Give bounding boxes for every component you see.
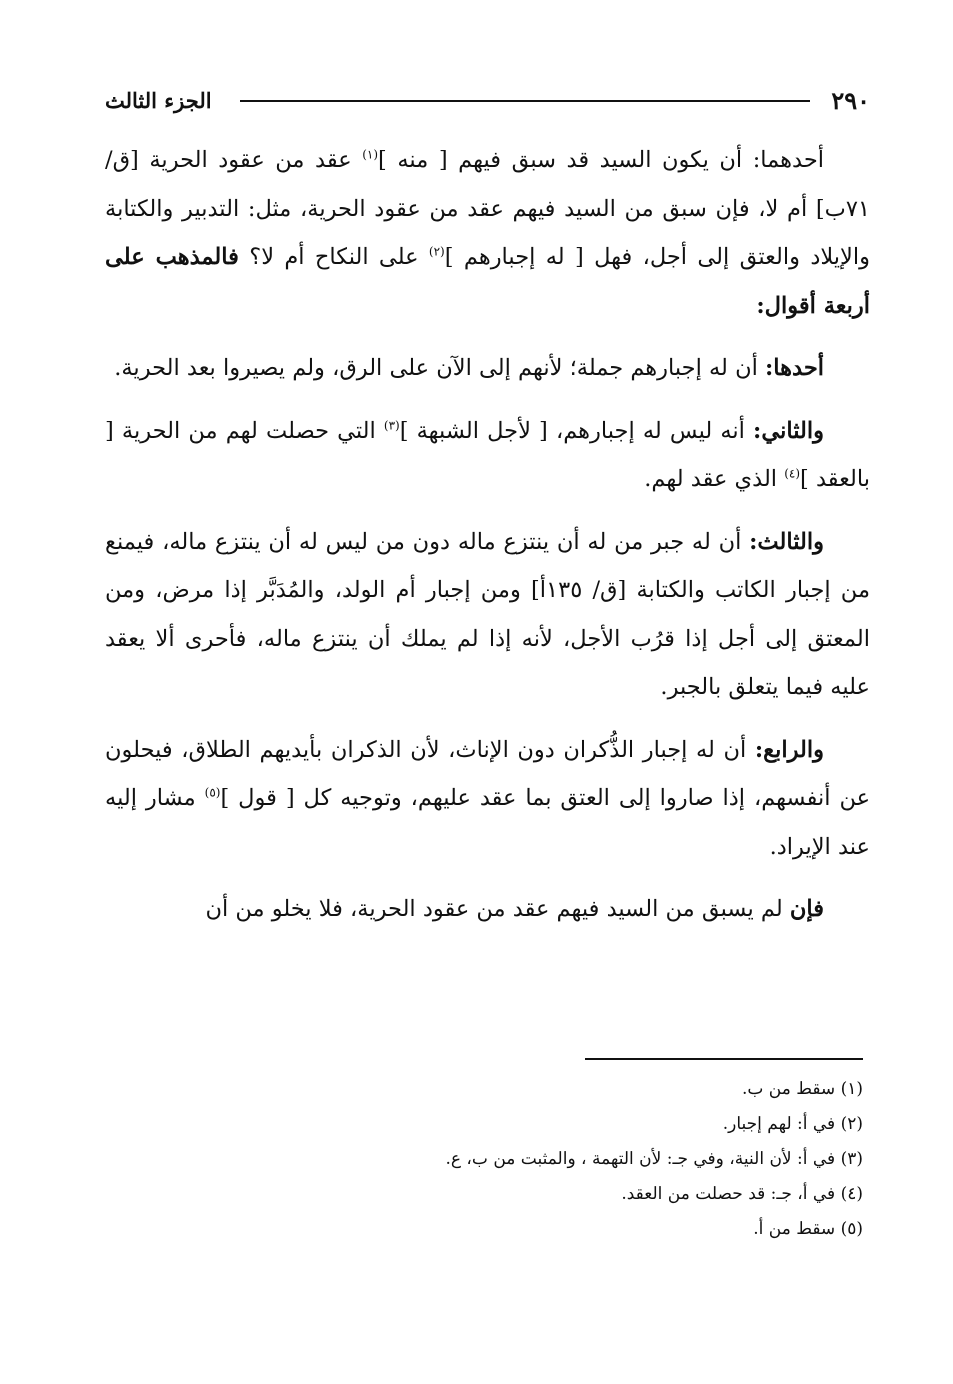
paragraph-1 (105, 136, 870, 330)
paragraph-4 (105, 518, 870, 712)
footnote-ref-4: (٤) (784, 466, 801, 481)
paragraph-2 (105, 344, 870, 393)
footnote-4: (٤) في أ، جـ: قد حصلت من العقد. (621, 1184, 863, 1204)
footnote-3: (٣) في أ: لأن النية، وفي جـ: لأن التهمة ، والمثبت من ب، ع. (445, 1149, 863, 1169)
running-title: الجزء الثالث (105, 88, 212, 113)
page-number: ٢٩٠ (831, 86, 870, 115)
paragraph-6 (105, 885, 870, 934)
text-run: مشار إليه عند الإيراد. (105, 785, 870, 860)
footnote-separator (585, 1058, 863, 1060)
text-run: على النكاح أم لا؟ (238, 244, 429, 270)
footnote-ref-5: (٥) (204, 785, 221, 800)
footnote-5: (٥) سقط من أ. (753, 1219, 863, 1239)
text-run: أن له إجبارهم جملة؛ لأنهم إلى الآن على الرق، ولم يصيروا بعد الحرية. (114, 355, 765, 381)
paragraph-lead: والثالث: (749, 528, 824, 555)
paragraph-lead: والرابع: (754, 736, 824, 763)
footnote-ref-3: (٣) (383, 418, 400, 432)
text-run: أن له جبر من له أن ينتزع ماله دون من ليس له أن ينتزع ماله، فيمنع من إجبار الكاتب والكتابة [ق/ ١٣٥أ] ومن إجبار أم الولد، والمُدَبَّر إذا مرض، ومن المعتق إلى أجل إذا قرُب الأجل، لأنه إذا لم يملك أن ينتزع ماله، فأحرى ألا يعقد عليه فيما يتعلق بالجبر. (105, 528, 870, 700)
page-header (105, 84, 870, 118)
footnote-ref-2: (٢) (428, 244, 445, 259)
text-run: أحدهما: أن يكون السيد قد سبق فيهم [ منه ] (378, 147, 824, 173)
header-rule (240, 100, 810, 102)
footnotes (105, 1072, 863, 1247)
paragraph-lead: والثاني: (753, 417, 824, 444)
text-run: أنه ليس له إجبارهم، [ لأجل الشبهة ] (399, 417, 754, 444)
text-run: التي حصلت لهم من الحرية [ بالعقد ] (105, 417, 870, 492)
paragraph-3 (105, 407, 870, 504)
paragraph-lead: أحدها: (765, 355, 824, 381)
footnote-1: (١) سقط من ب. (741, 1079, 863, 1099)
text-run: لم يسبق من السيد فيهم عقد من عقود الحرية، فلا يخلو من أن (205, 896, 790, 922)
main-text (105, 136, 870, 952)
text-run: أن له إجبار الذُّكران دون الإناث، لأن الذكران بأيديهم الطلاق، فيحلون عن أنفسهم، إذا صاروا إلى العتق بما عقد عليهم، وتوجيه كل [ قول ] (105, 736, 870, 811)
footnote-2: (٢) في أ: لهم إجبار. (722, 1114, 863, 1134)
text-run: الذي عقد لهم. (644, 466, 785, 492)
text-run: عقد من عقود الحرية [ق/ ٧١ب] أم لا، فإن سبق من السيد فيهم عقد من عقود الحرية، مثل: التدبير والكتابة والإيلاد والعتق إلى أجل، فهل [ له إجبارهم ] (105, 147, 870, 270)
paragraph-lead: فإن (789, 896, 824, 922)
paragraph-5 (105, 726, 870, 872)
bold-text: فالمذهب على أربعة أقوال: (105, 244, 870, 319)
footnote-ref-1: (١) (362, 147, 379, 162)
